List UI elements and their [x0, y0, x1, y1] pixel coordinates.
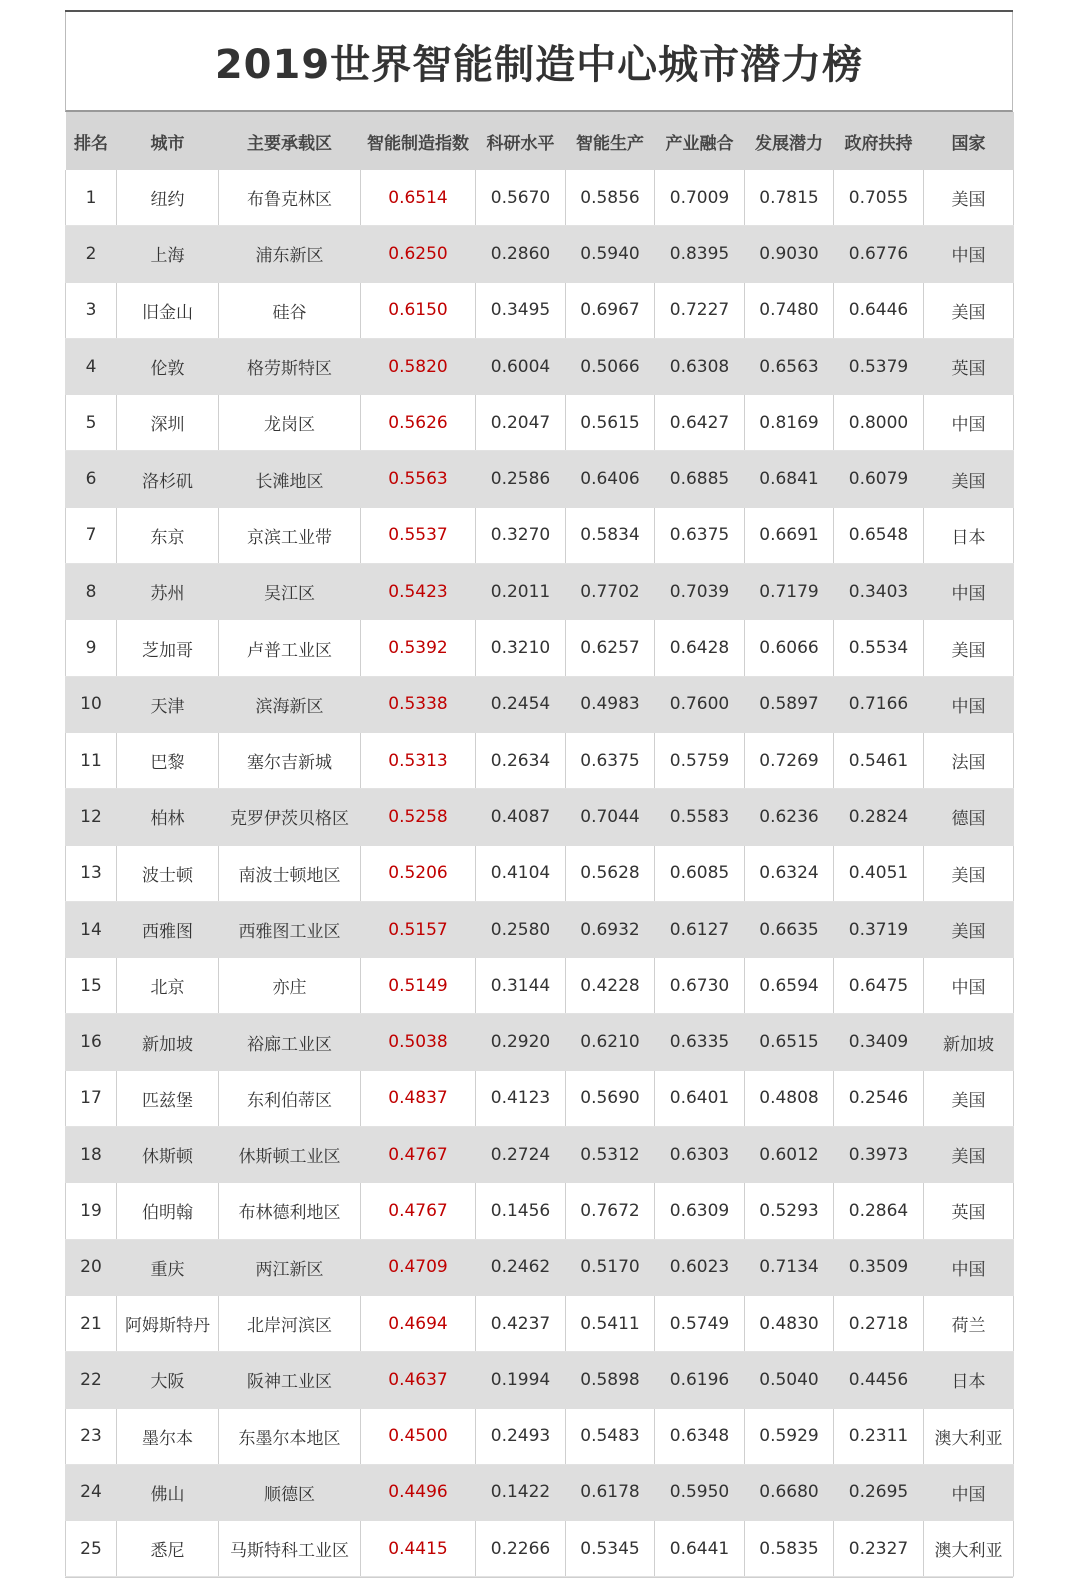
- potential-cell: 0.6236: [745, 789, 834, 845]
- production-cell: 0.7672: [566, 1183, 655, 1239]
- main-zone-cell: 顺德区: [219, 1464, 361, 1520]
- research-cell: 0.2860: [476, 226, 566, 282]
- integration-cell: 0.6196: [655, 1352, 745, 1408]
- production-cell: 0.7702: [566, 564, 655, 620]
- city-cell: 旧金山: [117, 282, 219, 338]
- city-cell: 上海: [117, 226, 219, 282]
- index-cell: 0.4496: [361, 1464, 476, 1520]
- research-cell: 0.2580: [476, 901, 566, 957]
- rank-cell: 18: [66, 1127, 117, 1183]
- main-zone-cell: 阪神工业区: [219, 1352, 361, 1408]
- rank-cell: 20: [66, 1239, 117, 1295]
- city-cell: 柏林: [117, 789, 219, 845]
- government-cell: 0.6475: [834, 958, 924, 1014]
- city-cell: 深圳: [117, 395, 219, 451]
- potential-cell: 0.6841: [745, 451, 834, 507]
- index-cell: 0.6150: [361, 282, 476, 338]
- production-cell: 0.5940: [566, 226, 655, 282]
- research-cell: 0.2724: [476, 1127, 566, 1183]
- country-cell: 新加坡: [924, 1014, 1014, 1070]
- research-cell: 0.3210: [476, 620, 566, 676]
- government-cell: 0.6446: [834, 282, 924, 338]
- city-cell: 波士顿: [117, 845, 219, 901]
- government-cell: 0.2864: [834, 1183, 924, 1239]
- potential-cell: 0.6515: [745, 1014, 834, 1070]
- potential-cell: 0.5293: [745, 1183, 834, 1239]
- city-cell: 新加坡: [117, 1014, 219, 1070]
- rank-cell: 5: [66, 395, 117, 451]
- potential-cell: 0.5897: [745, 676, 834, 732]
- research-cell: 0.6004: [476, 338, 566, 394]
- country-cell: 中国: [924, 1239, 1014, 1295]
- integration-cell: 0.6441: [655, 1521, 745, 1577]
- government-cell: 0.3409: [834, 1014, 924, 1070]
- city-cell: 墨尔本: [117, 1408, 219, 1464]
- integration-cell: 0.6730: [655, 958, 745, 1014]
- integration-cell: 0.7227: [655, 282, 745, 338]
- integration-cell: 0.6348: [655, 1408, 745, 1464]
- table-row: [66, 1521, 1014, 1577]
- potential-cell: 0.4808: [745, 1070, 834, 1126]
- production-cell: 0.5483: [566, 1408, 655, 1464]
- rank-cell: 17: [66, 1070, 117, 1126]
- country-cell: 法国: [924, 732, 1014, 788]
- production-cell: 0.6932: [566, 901, 655, 957]
- country-cell: 中国: [924, 676, 1014, 732]
- index-cell: 0.6514: [361, 170, 476, 226]
- table-row: [66, 507, 1014, 563]
- index-cell: 0.5149: [361, 958, 476, 1014]
- index-cell: 0.6250: [361, 226, 476, 282]
- rank-cell: 23: [66, 1408, 117, 1464]
- header-production: 智能生产: [566, 112, 655, 170]
- country-cell: 中国: [924, 958, 1014, 1014]
- index-cell: 0.5157: [361, 901, 476, 957]
- rank-cell: 8: [66, 564, 117, 620]
- research-cell: 0.2586: [476, 451, 566, 507]
- potential-cell: 0.5929: [745, 1408, 834, 1464]
- page-title: 2019世界智能制造中心城市潜力榜: [214, 41, 864, 88]
- index-cell: 0.5206: [361, 845, 476, 901]
- main-zone-cell: 东墨尔本地区: [219, 1408, 361, 1464]
- main-zone-cell: 布林德利地区: [219, 1183, 361, 1239]
- main-zone-cell: 长滩地区: [219, 451, 361, 507]
- government-cell: 0.3509: [834, 1239, 924, 1295]
- header-country: 国家: [924, 112, 1014, 170]
- potential-cell: 0.8169: [745, 395, 834, 451]
- research-cell: 0.2011: [476, 564, 566, 620]
- header-rank: 排名: [66, 112, 117, 170]
- header-row: [66, 112, 1014, 170]
- table-body: [66, 170, 1014, 1577]
- government-cell: 0.2695: [834, 1464, 924, 1520]
- city-cell: 天津: [117, 676, 219, 732]
- rank-cell: 15: [66, 958, 117, 1014]
- integration-cell: 0.7600: [655, 676, 745, 732]
- table-row: [66, 901, 1014, 957]
- rank-cell: 16: [66, 1014, 117, 1070]
- country-cell: 英国: [924, 1183, 1014, 1239]
- government-cell: 0.2311: [834, 1408, 924, 1464]
- table-row: [66, 1239, 1014, 1295]
- rank-cell: 21: [66, 1295, 117, 1351]
- research-cell: 0.4123: [476, 1070, 566, 1126]
- table-row: [66, 395, 1014, 451]
- city-cell: 苏州: [117, 564, 219, 620]
- research-cell: 0.3144: [476, 958, 566, 1014]
- government-cell: 0.6776: [834, 226, 924, 282]
- city-cell: 匹兹堡: [117, 1070, 219, 1126]
- ranking-sheet: [65, 10, 1013, 1578]
- index-cell: 0.5423: [361, 564, 476, 620]
- city-cell: 佛山: [117, 1464, 219, 1520]
- index-cell: 0.4415: [361, 1521, 476, 1577]
- rank-cell: 13: [66, 845, 117, 901]
- research-cell: 0.3270: [476, 507, 566, 563]
- header-integration: 产业融合: [655, 112, 745, 170]
- table-row: [66, 1070, 1014, 1126]
- country-cell: 澳大利亚: [924, 1408, 1014, 1464]
- production-cell: 0.6178: [566, 1464, 655, 1520]
- research-cell: 0.2047: [476, 395, 566, 451]
- production-cell: 0.6257: [566, 620, 655, 676]
- integration-cell: 0.5950: [655, 1464, 745, 1520]
- index-cell: 0.5626: [361, 395, 476, 451]
- main-zone-cell: 南波士顿地区: [219, 845, 361, 901]
- table-row: [66, 338, 1014, 394]
- city-cell: 休斯顿: [117, 1127, 219, 1183]
- integration-cell: 0.8395: [655, 226, 745, 282]
- integration-cell: 0.5759: [655, 732, 745, 788]
- country-cell: 美国: [924, 901, 1014, 957]
- city-cell: 西雅图: [117, 901, 219, 957]
- integration-cell: 0.6309: [655, 1183, 745, 1239]
- integration-cell: 0.6308: [655, 338, 745, 394]
- rank-cell: 25: [66, 1521, 117, 1577]
- production-cell: 0.6375: [566, 732, 655, 788]
- rank-cell: 6: [66, 451, 117, 507]
- index-cell: 0.5338: [361, 676, 476, 732]
- header-index: 智能制造指数: [361, 112, 476, 170]
- integration-cell: 0.6335: [655, 1014, 745, 1070]
- city-cell: 大阪: [117, 1352, 219, 1408]
- production-cell: 0.5411: [566, 1295, 655, 1351]
- country-cell: 中国: [924, 564, 1014, 620]
- index-cell: 0.5392: [361, 620, 476, 676]
- table-row: [66, 1127, 1014, 1183]
- integration-cell: 0.6303: [655, 1127, 745, 1183]
- rank-cell: 12: [66, 789, 117, 845]
- potential-cell: 0.6012: [745, 1127, 834, 1183]
- main-zone-cell: 马斯特科工业区: [219, 1521, 361, 1577]
- table-row: [66, 1014, 1014, 1070]
- production-cell: 0.6406: [566, 451, 655, 507]
- potential-cell: 0.7134: [745, 1239, 834, 1295]
- table-row: [66, 1183, 1014, 1239]
- government-cell: 0.5379: [834, 338, 924, 394]
- rank-cell: 2: [66, 226, 117, 282]
- main-zone-cell: 东利伯蒂区: [219, 1070, 361, 1126]
- potential-cell: 0.6594: [745, 958, 834, 1014]
- main-zone-cell: 亦庄: [219, 958, 361, 1014]
- government-cell: 0.6079: [834, 451, 924, 507]
- table-row: [66, 1352, 1014, 1408]
- production-cell: 0.5312: [566, 1127, 655, 1183]
- potential-cell: 0.5040: [745, 1352, 834, 1408]
- rank-cell: 1: [66, 170, 117, 226]
- research-cell: 0.2493: [476, 1408, 566, 1464]
- government-cell: 0.4051: [834, 845, 924, 901]
- city-cell: 伦敦: [117, 338, 219, 394]
- main-zone-cell: 克罗伊茨贝格区: [219, 789, 361, 845]
- rank-cell: 19: [66, 1183, 117, 1239]
- city-cell: 巴黎: [117, 732, 219, 788]
- production-cell: 0.5898: [566, 1352, 655, 1408]
- research-cell: 0.2462: [476, 1239, 566, 1295]
- main-zone-cell: 塞尔吉新城: [219, 732, 361, 788]
- index-cell: 0.4709: [361, 1239, 476, 1295]
- potential-cell: 0.6691: [745, 507, 834, 563]
- index-cell: 0.5820: [361, 338, 476, 394]
- rank-cell: 11: [66, 732, 117, 788]
- table-row: [66, 451, 1014, 507]
- city-cell: 悉尼: [117, 1521, 219, 1577]
- research-cell: 0.1994: [476, 1352, 566, 1408]
- table-row: [66, 958, 1014, 1014]
- integration-cell: 0.7009: [655, 170, 745, 226]
- country-cell: 日本: [924, 1352, 1014, 1408]
- country-cell: 美国: [924, 1070, 1014, 1126]
- integration-cell: 0.6375: [655, 507, 745, 563]
- country-cell: 德国: [924, 789, 1014, 845]
- potential-cell: 0.7269: [745, 732, 834, 788]
- table-row: [66, 1464, 1014, 1520]
- integration-cell: 0.6127: [655, 901, 745, 957]
- rank-cell: 24: [66, 1464, 117, 1520]
- government-cell: 0.5534: [834, 620, 924, 676]
- potential-cell: 0.6563: [745, 338, 834, 394]
- integration-cell: 0.6085: [655, 845, 745, 901]
- rank-cell: 4: [66, 338, 117, 394]
- production-cell: 0.5834: [566, 507, 655, 563]
- integration-cell: 0.6401: [655, 1070, 745, 1126]
- potential-cell: 0.4830: [745, 1295, 834, 1351]
- research-cell: 0.2266: [476, 1521, 566, 1577]
- potential-cell: 0.6324: [745, 845, 834, 901]
- government-cell: 0.7166: [834, 676, 924, 732]
- government-cell: 0.3719: [834, 901, 924, 957]
- research-cell: 0.4237: [476, 1295, 566, 1351]
- rank-cell: 14: [66, 901, 117, 957]
- city-cell: 芝加哥: [117, 620, 219, 676]
- rank-cell: 3: [66, 282, 117, 338]
- title-box: [65, 12, 1013, 112]
- city-cell: 重庆: [117, 1239, 219, 1295]
- integration-cell: 0.5583: [655, 789, 745, 845]
- table-row: [66, 845, 1014, 901]
- potential-cell: 0.5835: [745, 1521, 834, 1577]
- country-cell: 美国: [924, 282, 1014, 338]
- potential-cell: 0.7179: [745, 564, 834, 620]
- production-cell: 0.6210: [566, 1014, 655, 1070]
- table-row: [66, 226, 1014, 282]
- country-cell: 日本: [924, 507, 1014, 563]
- production-cell: 0.5615: [566, 395, 655, 451]
- production-cell: 0.5856: [566, 170, 655, 226]
- government-cell: 0.7055: [834, 170, 924, 226]
- main-zone-cell: 北岸河滨区: [219, 1295, 361, 1351]
- main-zone-cell: 西雅图工业区: [219, 901, 361, 957]
- table-row: [66, 789, 1014, 845]
- header-research: 科研水平: [476, 112, 566, 170]
- country-cell: 美国: [924, 620, 1014, 676]
- country-cell: 美国: [924, 845, 1014, 901]
- research-cell: 0.4104: [476, 845, 566, 901]
- city-cell: 洛杉矶: [117, 451, 219, 507]
- production-cell: 0.5690: [566, 1070, 655, 1126]
- potential-cell: 0.6066: [745, 620, 834, 676]
- main-zone-cell: 吴江区: [219, 564, 361, 620]
- index-cell: 0.5537: [361, 507, 476, 563]
- research-cell: 0.1422: [476, 1464, 566, 1520]
- production-cell: 0.7044: [566, 789, 655, 845]
- index-cell: 0.5563: [361, 451, 476, 507]
- research-cell: 0.2634: [476, 732, 566, 788]
- potential-cell: 0.6635: [745, 901, 834, 957]
- table-row: [66, 282, 1014, 338]
- index-cell: 0.4767: [361, 1127, 476, 1183]
- potential-cell: 0.7815: [745, 170, 834, 226]
- production-cell: 0.5066: [566, 338, 655, 394]
- index-cell: 0.4637: [361, 1352, 476, 1408]
- table-row: [66, 676, 1014, 732]
- government-cell: 0.4456: [834, 1352, 924, 1408]
- table-row: [66, 620, 1014, 676]
- city-cell: 阿姆斯特丹: [117, 1295, 219, 1351]
- table-row: [66, 1408, 1014, 1464]
- country-cell: 澳大利亚: [924, 1521, 1014, 1577]
- government-cell: 0.2546: [834, 1070, 924, 1126]
- main-zone-cell: 京滨工业带: [219, 507, 361, 563]
- country-cell: 美国: [924, 1127, 1014, 1183]
- country-cell: 英国: [924, 338, 1014, 394]
- main-zone-cell: 两江新区: [219, 1239, 361, 1295]
- government-cell: 0.2327: [834, 1521, 924, 1577]
- production-cell: 0.5628: [566, 845, 655, 901]
- government-cell: 0.2824: [834, 789, 924, 845]
- country-cell: 荷兰: [924, 1295, 1014, 1351]
- production-cell: 0.5345: [566, 1521, 655, 1577]
- research-cell: 0.1456: [476, 1183, 566, 1239]
- production-cell: 0.4228: [566, 958, 655, 1014]
- rank-cell: 22: [66, 1352, 117, 1408]
- index-cell: 0.5038: [361, 1014, 476, 1070]
- government-cell: 0.8000: [834, 395, 924, 451]
- city-cell: 东京: [117, 507, 219, 563]
- research-cell: 0.2920: [476, 1014, 566, 1070]
- main-zone-cell: 格劳斯特区: [219, 338, 361, 394]
- production-cell: 0.4983: [566, 676, 655, 732]
- government-cell: 0.6548: [834, 507, 924, 563]
- government-cell: 0.3973: [834, 1127, 924, 1183]
- potential-cell: 0.6680: [745, 1464, 834, 1520]
- index-cell: 0.4837: [361, 1070, 476, 1126]
- integration-cell: 0.6885: [655, 451, 745, 507]
- main-zone-cell: 滨海新区: [219, 676, 361, 732]
- index-cell: 0.4694: [361, 1295, 476, 1351]
- government-cell: 0.3403: [834, 564, 924, 620]
- research-cell: 0.2454: [476, 676, 566, 732]
- country-cell: 中国: [924, 395, 1014, 451]
- main-zone-cell: 龙岗区: [219, 395, 361, 451]
- integration-cell: 0.5749: [655, 1295, 745, 1351]
- main-zone-cell: 休斯顿工业区: [219, 1127, 361, 1183]
- research-cell: 0.5670: [476, 170, 566, 226]
- main-zone-cell: 布鲁克林区: [219, 170, 361, 226]
- research-cell: 0.3495: [476, 282, 566, 338]
- city-cell: 纽约: [117, 170, 219, 226]
- integration-cell: 0.6023: [655, 1239, 745, 1295]
- country-cell: 中国: [924, 226, 1014, 282]
- integration-cell: 0.7039: [655, 564, 745, 620]
- country-cell: 中国: [924, 1464, 1014, 1520]
- rank-cell: 9: [66, 620, 117, 676]
- rank-cell: 10: [66, 676, 117, 732]
- main-zone-cell: 浦东新区: [219, 226, 361, 282]
- integration-cell: 0.6428: [655, 620, 745, 676]
- city-cell: 伯明翰: [117, 1183, 219, 1239]
- table-row: [66, 170, 1014, 226]
- index-cell: 0.5313: [361, 732, 476, 788]
- index-cell: 0.4767: [361, 1183, 476, 1239]
- table-row: [66, 564, 1014, 620]
- main-zone-cell: 裕廊工业区: [219, 1014, 361, 1070]
- main-zone-cell: 硅谷: [219, 282, 361, 338]
- potential-cell: 0.9030: [745, 226, 834, 282]
- header-main-zone: 主要承载区: [219, 112, 361, 170]
- city-cell: 北京: [117, 958, 219, 1014]
- index-cell: 0.5258: [361, 789, 476, 845]
- header-city: 城市: [117, 112, 219, 170]
- country-cell: 美国: [924, 451, 1014, 507]
- ranking-table: [65, 112, 1014, 1577]
- header-government: 政府扶持: [834, 112, 924, 170]
- header-potential: 发展潜力: [745, 112, 834, 170]
- government-cell: 0.5461: [834, 732, 924, 788]
- integration-cell: 0.6427: [655, 395, 745, 451]
- index-cell: 0.4500: [361, 1408, 476, 1464]
- production-cell: 0.6967: [566, 282, 655, 338]
- government-cell: 0.2718: [834, 1295, 924, 1351]
- production-cell: 0.5170: [566, 1239, 655, 1295]
- table-row: [66, 1295, 1014, 1351]
- country-cell: 美国: [924, 170, 1014, 226]
- rank-cell: 7: [66, 507, 117, 563]
- potential-cell: 0.7480: [745, 282, 834, 338]
- table-row: [66, 732, 1014, 788]
- main-zone-cell: 卢普工业区: [219, 620, 361, 676]
- research-cell: 0.4087: [476, 789, 566, 845]
